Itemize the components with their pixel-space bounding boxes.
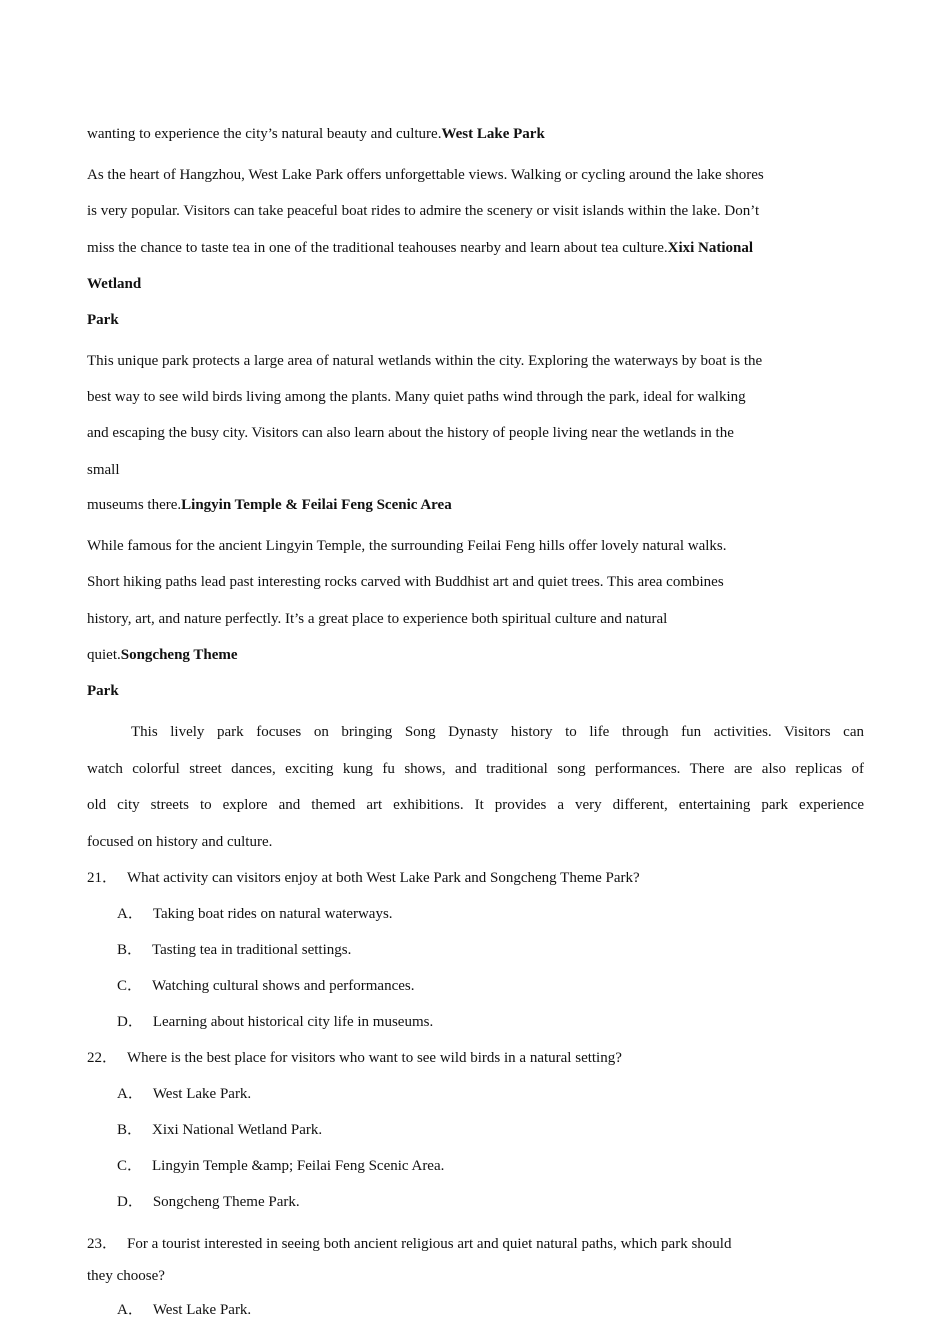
option-letter: A． (117, 1302, 143, 1318)
songcheng-line-1: This lively park focuses on bringing Song Dynasty history to life through fun activities. Visitors can (131, 724, 864, 740)
option-letter: C． (117, 978, 143, 994)
option-text: Learning about historical city life in museums. (152, 1014, 434, 1030)
option-22-c[interactable] (117, 1156, 444, 1176)
songcheng-line-4: focused on history and culture. (87, 834, 273, 850)
option-21-b[interactable] (117, 940, 351, 960)
question-text: Where is the best place for visitors who want to see wild birds in a natural setting? (127, 1050, 622, 1066)
west-lake-last-text: miss the chance to taste tea in one of the traditional teahouses nearby and learn about tea culture. (87, 240, 668, 256)
option-letter: A． (117, 1086, 143, 1102)
lingyin-line-2: Short hiking paths lead past interesting rocks carved with Buddhist art and quiet trees. This area combines (87, 574, 724, 590)
option-21-c[interactable] (117, 976, 414, 996)
option-letter: C． (117, 1158, 143, 1174)
option-21-a[interactable] (117, 904, 393, 924)
option-letter: B． (117, 1122, 143, 1138)
heading-xixi-part2: Wetland (87, 276, 142, 292)
question-23 (87, 1234, 731, 1254)
option-letter: D． (117, 1194, 143, 1210)
option-text: Taking boat rides on natural waterways. (152, 906, 393, 922)
option-text: Tasting tea in traditional settings. (152, 942, 352, 958)
west-lake-line-1: As the heart of Hangzhou, West Lake Park offers unforgettable views. Walking or cycling around the lake shores (87, 167, 764, 183)
option-text: Watching cultural shows and performances. (152, 978, 415, 994)
xixi-last-text: museums there. (87, 497, 182, 513)
question-21 (87, 868, 640, 888)
heading-songcheng-part1: Songcheng Theme (120, 647, 238, 663)
question-text: What activity can visitors enjoy at both West Lake Park and Songcheng Theme Park? (127, 870, 640, 886)
option-text: Lingyin Temple &amp; Feilai Feng Scenic Area. (152, 1158, 445, 1174)
lingyin-last-text: quiet. (87, 647, 121, 663)
question-number: 22． (87, 1050, 118, 1066)
heading-lingyin: Lingyin Temple & Feilai Feng Scenic Area (181, 497, 452, 513)
west-lake-line-2: is very popular. Visitors can take peaceful boat rides to admire the scenery or visit islands within the lake. Don’t (87, 203, 760, 219)
option-22-a[interactable] (117, 1084, 251, 1104)
west-lake-line-3 (87, 238, 753, 258)
xixi-line-5 (87, 495, 452, 515)
heading-songcheng-part2: Park (87, 683, 119, 699)
xixi-line-4: small (87, 462, 120, 478)
option-23-a[interactable] (117, 1300, 251, 1320)
xixi-line-2: best way to see wild birds living among the plants. Many quiet paths wind through the park, ideal for walking (87, 389, 746, 405)
songcheng-line-2: watch colorful street dances, exciting kung fu shows, and traditional song performances. There are also replicas of (87, 761, 864, 777)
option-text: West Lake Park. (152, 1086, 252, 1102)
heading-xixi-part1: Xixi National (667, 240, 754, 256)
lingyin-line-1: While famous for the ancient Lingyin Temple, the surrounding Feilai Feng hills offer lovely natural walks. (87, 538, 727, 554)
songcheng-line-3: old city streets to explore and themed art exhibitions. It provides a very different, entertaining park experience (87, 797, 864, 813)
option-text: Songcheng Theme Park. (152, 1194, 300, 1210)
heading-west-lake: West Lake Park (441, 126, 545, 142)
option-text: West Lake Park. (152, 1302, 252, 1318)
option-21-d[interactable] (117, 1012, 433, 1032)
option-text: Xixi National Wetland Park. (152, 1122, 323, 1138)
xixi-line-1: This unique park protects a large area of natural wetlands within the city. Exploring the waterways by boat is the (87, 353, 763, 369)
option-letter: D． (117, 1014, 143, 1030)
xixi-line-3: and escaping the busy city. Visitors can also learn about the history of people living near the wetlands in the (87, 425, 734, 441)
question-text: For a tourist interested in seeing both ancient religious art and quiet natural paths, which park should (127, 1236, 732, 1252)
intro-text: wanting to experience the city’s natural beauty and culture. (87, 126, 442, 142)
option-22-d[interactable] (117, 1192, 300, 1212)
question-22 (87, 1048, 622, 1068)
lingyin-line-3: history, art, and nature perfectly. It’s a great place to experience both spiritual culture and natural (87, 611, 668, 627)
option-letter: B． (117, 942, 143, 958)
question-23-continued: they choose? (87, 1268, 165, 1284)
option-22-b[interactable] (117, 1120, 322, 1140)
lingyin-line-4 (87, 645, 238, 665)
option-letter: A． (117, 906, 143, 922)
heading-xixi-part3: Park (87, 312, 119, 328)
question-number: 21． (87, 870, 118, 886)
question-number: 23． (87, 1236, 118, 1252)
intro-line (87, 124, 545, 144)
